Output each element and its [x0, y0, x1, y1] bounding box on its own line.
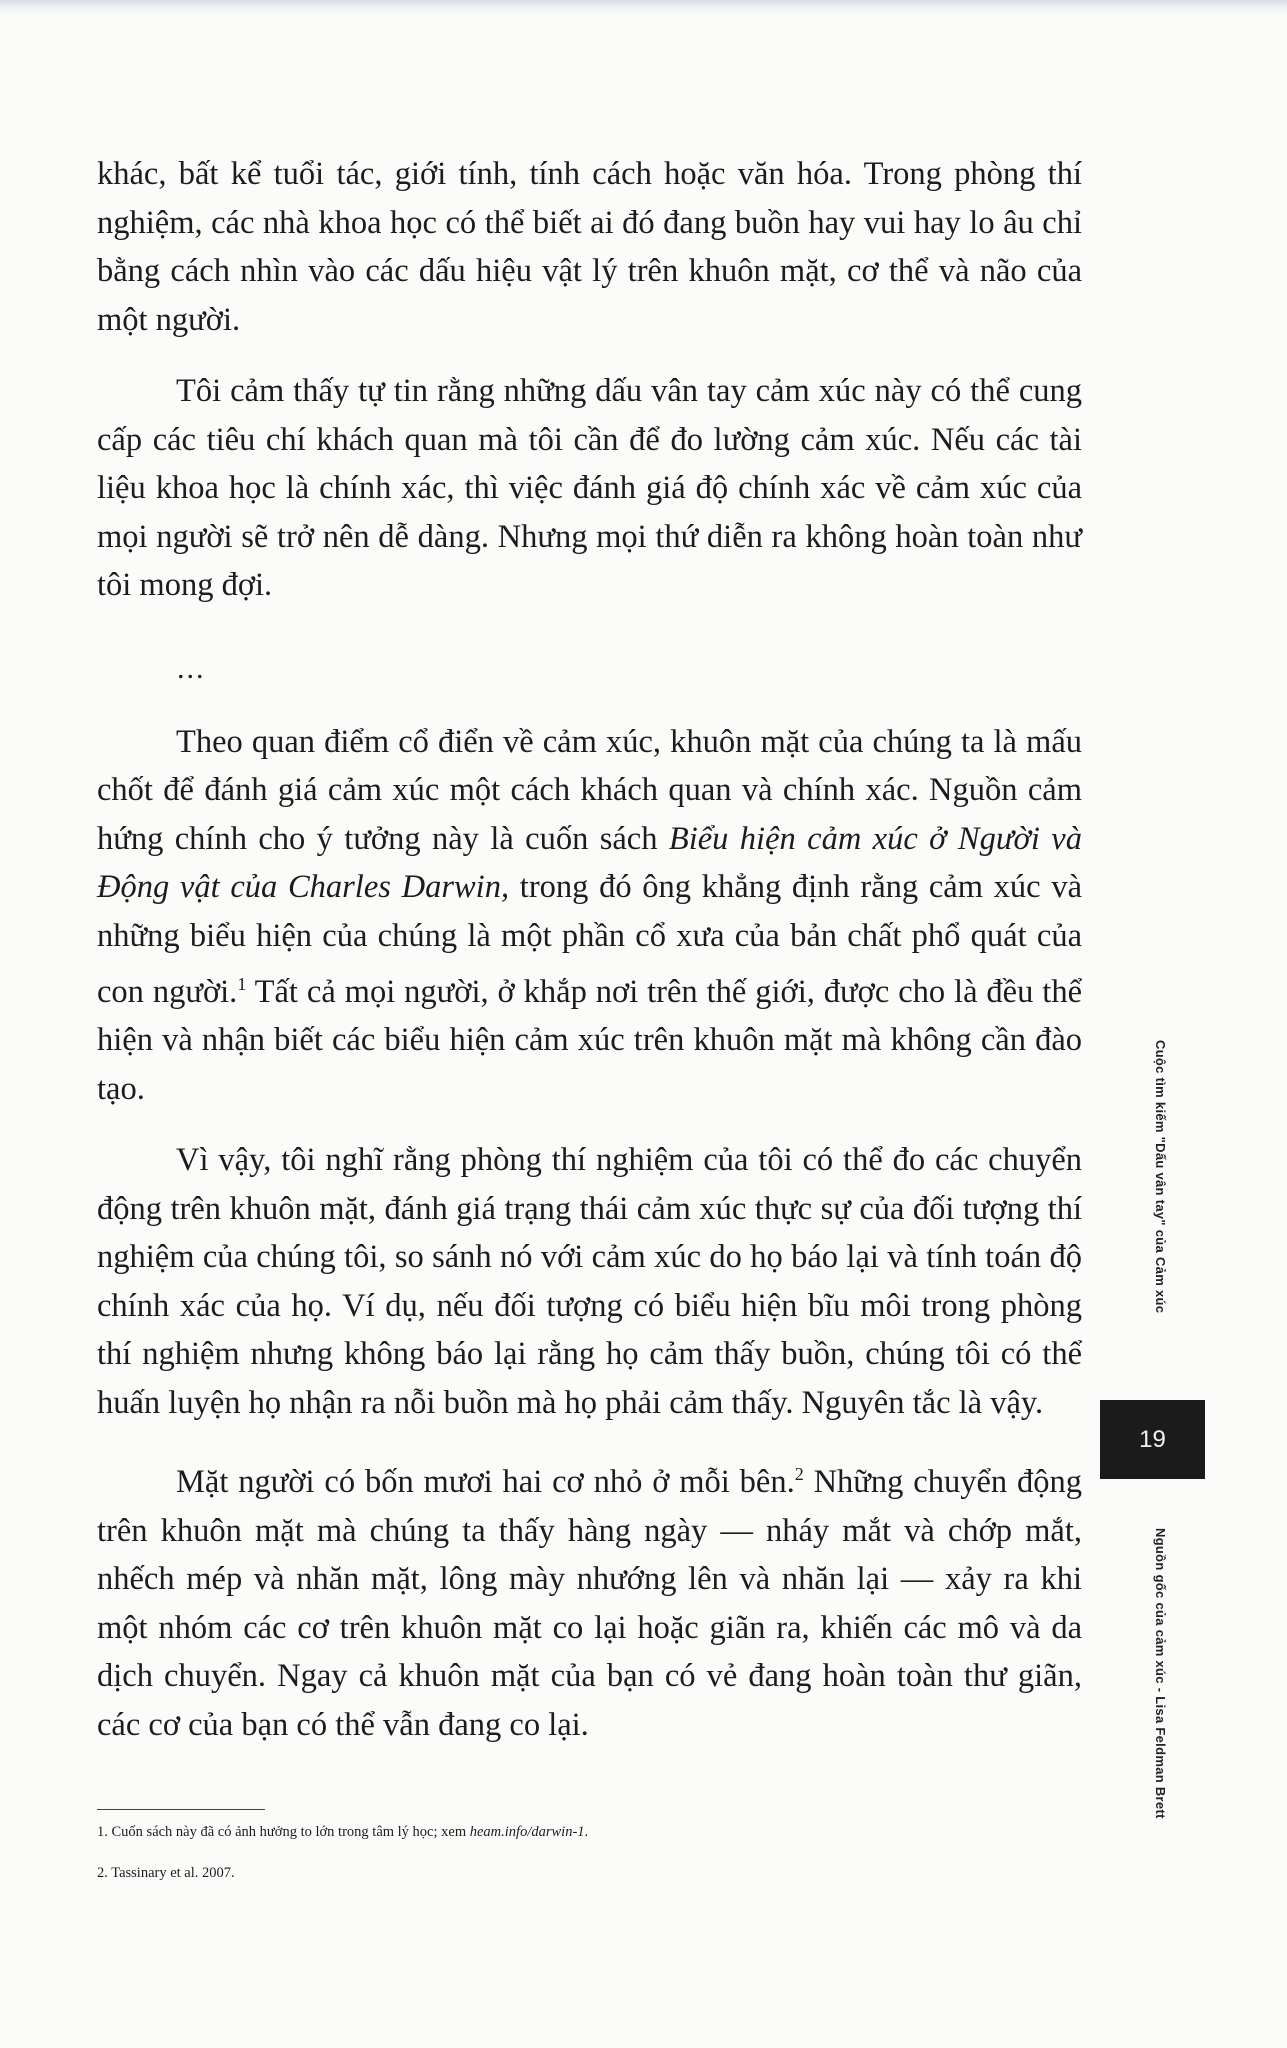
footnote-1-end: . [584, 1824, 589, 1840]
paragraph-1: khác, bất kể tuổi tác, giới tính, tính cách hoặc văn hóa. Trong phòng thí nghiệm, các nhà khoa học có thể biết ai đó đang buồn hay vui hay lo âu chỉ bằng cách nhìn vào các dấu hiệu vật lý trên khuôn mặt, cơ thể và não của một người. [97, 156, 1082, 338]
paragraph-5 [97, 1450, 1082, 1749]
footnote-ref-2[interactable]: 2 [794, 1464, 804, 1485]
paragraph-2: Tôi cảm thấy tự tin rằng những dấu vân tay cảm xúc này có thể cung cấp các tiêu chí khách quan mà tôi cần để đo lường cảm xúc. Nếu các tài liệu khoa học là chính xác, thì việc đánh giá độ chính xác về cảm xúc của mọi người sẽ trở nên dễ dàng. Nhưng mọi thứ diễn ra không hoàn toàn như tôi mong đợi. [97, 373, 1082, 603]
book-title-italic: Biểu hiện cảm xúc ở Người và Động vật của Charles Darwin, [97, 820, 1082, 905]
paragraph-3-text-b: trong đó ông khẳng định rằng cảm xúc và những biểu hiện của chúng là một phần cổ xưa của bản chất phổ quát của con người. [97, 869, 1082, 1010]
running-header-book [1153, 1528, 1173, 1888]
paragraph-5-text-b: Những chuyển động trên khuôn mặt mà chúng ta thấy hàng ngày — nháy mắt và chớp mắt, nhếch mép và nhăn mặt, lông mày nhướng lên và nhăn lại — xảy ra khi một nhóm các cơ trên khuôn mặt co lại hoặc giãn ra, khiến các mô và da dịch chuyển. Ngay cả khuôn mặt của bạn có vẻ đang hoàn toàn thư giãn, các cơ của bạn có thể vẫn đang co lại. [97, 1464, 1082, 1743]
footnote-1 [97, 1822, 977, 1842]
paragraph-5-text-a: Mặt người có bốn mươi hai cơ nhỏ ở mỗi bên. [176, 1464, 795, 1501]
paragraph-3-text-c: Tất cả mọi người, ở khắp nơi trên thế giới, được cho là đều thể hiện và nhận biết các biểu hiện cảm xúc trên khuôn mặt mà không cần đào tạo. [97, 973, 1082, 1107]
footnote-2: 2. Tassinary et al. 2007. [97, 1865, 235, 1881]
chapter-title: Cuộc tìm kiếm "Dấu vân tay" của Cảm xúc [1153, 1040, 1168, 1314]
paragraph-4: Vì vậy, tôi nghĩ rằng phòng thí nghiệm của tôi có thể đo các chuyển động trên khuôn mặt, đánh giá trạng thái cảm xúc thực sự của đối tượng thí nghiệm của chúng tôi, so sánh nó với cảm xúc do họ báo lại và tính toán độ chính xác của họ. Ví dụ, nếu đối tượng có biểu hiện bĩu môi trong phòng thí nghiệm nhưng không báo lại rằng họ cảm thấy buồn, chúng tôi có thể huấn luyện họ nhận ra nỗi buồn mà họ phải cảm thấy. Nguyên tắc là vậy. [97, 1142, 1082, 1421]
book-title: Nguồn gốc của cảm xúc - Lisa Feldman Brett [1153, 1528, 1168, 1819]
footnote-1-link[interactable]: heam.info/darwin-1 [469, 1824, 585, 1840]
paragraph-3-text-a: Theo quan điểm cổ điển về cảm xúc, khuôn mặt của chúng ta là mấu chốt để đánh giá cảm xúc một cách khách quan và chính xác. Nguồn cảm hứng chính cho ý tưởng này là cuốn sách [97, 723, 1082, 857]
page-number: 19 [1139, 1425, 1166, 1453]
page-number-box [1100, 1400, 1205, 1479]
footnote-divider [97, 1809, 265, 1810]
paragraph-3 [97, 718, 1082, 1114]
footnote-ref-1[interactable]: 1 [237, 974, 247, 994]
running-header-chapter [1153, 1040, 1173, 1340]
footnotes [97, 1822, 977, 1904]
section-break: ... [177, 651, 206, 685]
footnote-1-text: 1. Cuốn sách này đã có ảnh hưởng to lớn trong tâm lý học; xem [97, 1824, 470, 1840]
body-text [97, 150, 1082, 1749]
top-edge [0, 0, 1287, 14]
